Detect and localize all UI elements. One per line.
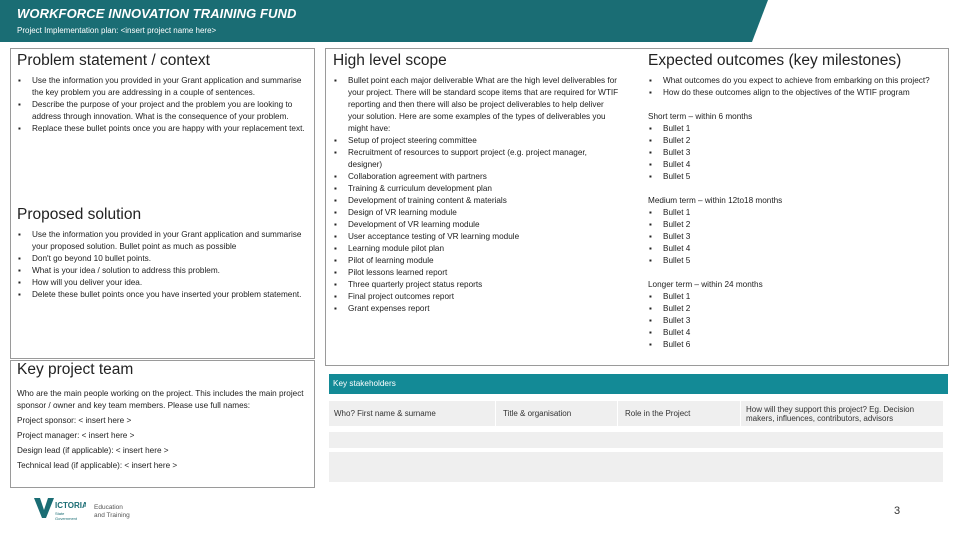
team-design-lead: Design lead (if applicable): < insert here > xyxy=(17,446,169,455)
list-item: ▪ Delete these bullet points once you have inserted your problem statement. xyxy=(17,289,309,301)
project-team-panel xyxy=(10,360,315,488)
list-item: ▪ Replace these bullet points once you are happy with your replacement text. xyxy=(17,123,309,135)
list-item: ▪ Bullet 2 xyxy=(648,219,944,231)
list-item: ▪ Pilot lessons learned report xyxy=(333,267,621,279)
department-name xyxy=(94,504,130,520)
short-term-bullets xyxy=(648,123,944,183)
page-number: 3 xyxy=(894,505,901,517)
page-subtitle: Project Implementation plan: <insert project name here> xyxy=(17,26,217,35)
column-header: Role in the Project xyxy=(620,401,741,426)
team-title: Key project team xyxy=(17,361,134,378)
list-item: ▪ Bullet 3 xyxy=(648,147,944,159)
department-line: Education xyxy=(94,504,123,511)
team-sponsor: Project sponsor: < insert here > xyxy=(17,416,132,425)
list-item: ▪ Describe the purpose of your project and the problem you are looking to address through innovation. What is the consequence of your problem. xyxy=(17,99,309,123)
list-item: ▪ Bullet 6 xyxy=(648,339,944,351)
problem-bullets xyxy=(17,75,309,135)
list-item: ▪ Setup of project steering committee xyxy=(333,135,621,147)
list-item: ▪ Collaboration agreement with partners xyxy=(333,171,621,183)
column-header: Title & organisation xyxy=(498,401,618,426)
solution-title: Proposed solution xyxy=(17,206,142,223)
list-item: ▪ How do these outcomes align to the objectives of the WTIF program xyxy=(648,87,944,99)
list-item: ▪ Recruitment of resources to support project (e.g. project manager, designer) xyxy=(333,147,621,171)
stakeholders-header-row xyxy=(329,401,943,426)
list-item: ▪ Bullet 1 xyxy=(648,207,944,219)
list-item: ▪ Bullet 1 xyxy=(648,291,944,303)
problem-title: Problem statement / context xyxy=(17,52,210,69)
long-term-bullets xyxy=(648,291,944,351)
list-item: ▪ Bullet 4 xyxy=(648,159,944,171)
outcomes-intro-bullets xyxy=(648,75,944,99)
outcomes-title: Expected outcomes (key milestones) xyxy=(648,52,902,69)
list-item: ▪ Bullet 1 xyxy=(648,123,944,135)
long-term-label: Longer term – within 24 months xyxy=(648,280,763,289)
list-item: ▪ Bullet 4 xyxy=(648,243,944,255)
column-header: How will they support this project? Eg. Decision makers, influences, contributors, advisors xyxy=(746,404,915,423)
team-manager: Project manager: < insert here > xyxy=(17,431,135,440)
solution-bullets xyxy=(17,229,309,301)
list-item: ▪ What outcomes do you expect to achieve from embarking on this project? xyxy=(648,75,944,87)
stakeholders-title: Key stakeholders xyxy=(333,379,396,388)
medium-term-bullets xyxy=(648,207,944,267)
list-item: ▪ Design of VR learning module xyxy=(333,207,621,219)
list-item: ▪ Development of VR learning module xyxy=(333,219,621,231)
scope-title: High level scope xyxy=(333,52,447,69)
list-item: ▪ Pilot of learning module xyxy=(333,255,621,267)
problem-solution-panel xyxy=(10,48,315,359)
list-item: ▪ Bullet 3 xyxy=(648,315,944,327)
list-item: ▪ Bullet 2 xyxy=(648,303,944,315)
scope-bullets xyxy=(333,75,621,315)
column-header: Who? First name & surname xyxy=(329,401,496,426)
list-item: ▪ Three quarterly project status reports xyxy=(333,279,621,291)
department-line: and Training xyxy=(94,512,130,519)
list-item: ▪ Bullet 5 xyxy=(648,171,944,183)
svg-text:Government: Government xyxy=(55,516,78,521)
team-intro: Who are the main people working on the project. This includes the main project sponsor / owner and key team members. Please use full names: xyxy=(17,389,304,410)
list-item: ▪ Bullet point each major deliverable What are the high level deliverables for your project. There will be standard scope items that are required for WTIF reporting and then there will also be project deliverables to help deliver your solution. Here are some examples of the types of deliverables you might have: xyxy=(333,75,621,135)
list-item: ▪ User acceptance testing of VR learning module xyxy=(333,231,621,243)
svg-text:State: State xyxy=(55,511,65,516)
medium-term-label: Medium term – within 12to18 months xyxy=(648,196,783,205)
short-term-label: Short term – within 6 months xyxy=(648,112,753,121)
list-item: ▪ Bullet 5 xyxy=(648,255,944,267)
list-item: ▪ Learning module pilot plan xyxy=(333,243,621,255)
header-banner xyxy=(0,0,768,42)
stakeholders-header xyxy=(329,374,948,394)
scope-outcomes-panel xyxy=(325,48,949,366)
table-row xyxy=(329,468,943,482)
list-item: ▪ Don't go beyond 10 bullet points. xyxy=(17,253,309,265)
list-item: ▪ Training & curriculum development plan xyxy=(333,183,621,195)
list-item: ▪ Final project outcomes report xyxy=(333,291,621,303)
list-item: ▪ Bullet 3 xyxy=(648,231,944,243)
list-item: ▪ Grant expenses report xyxy=(333,303,621,315)
victoria-logo xyxy=(34,498,86,527)
list-item: ▪ Development of training content & materials xyxy=(333,195,621,207)
list-item: ▪ How will you deliver your idea. xyxy=(17,277,309,289)
table-row xyxy=(329,432,943,448)
team-technical-lead: Technical lead (if applicable): < insert here > xyxy=(17,461,178,470)
list-item: ▪ Use the information you provided in your Grant application and summarise your proposed solution. Bullet point as much as possible xyxy=(17,229,309,253)
page-title: WORKFORCE INNOVATION TRAINING FUND xyxy=(17,6,297,21)
list-item: ▪ What is your idea / solution to address this problem. xyxy=(17,265,309,277)
svg-text:ICTORIA: ICTORIA xyxy=(55,501,86,510)
table-row xyxy=(329,452,943,468)
list-item: ▪ Bullet 2 xyxy=(648,135,944,147)
list-item: ▪ Use the information you provided in your Grant application and summarise the key problem you are addressing in a couple of sentences. xyxy=(17,75,309,99)
list-item: ▪ Bullet 4 xyxy=(648,327,944,339)
